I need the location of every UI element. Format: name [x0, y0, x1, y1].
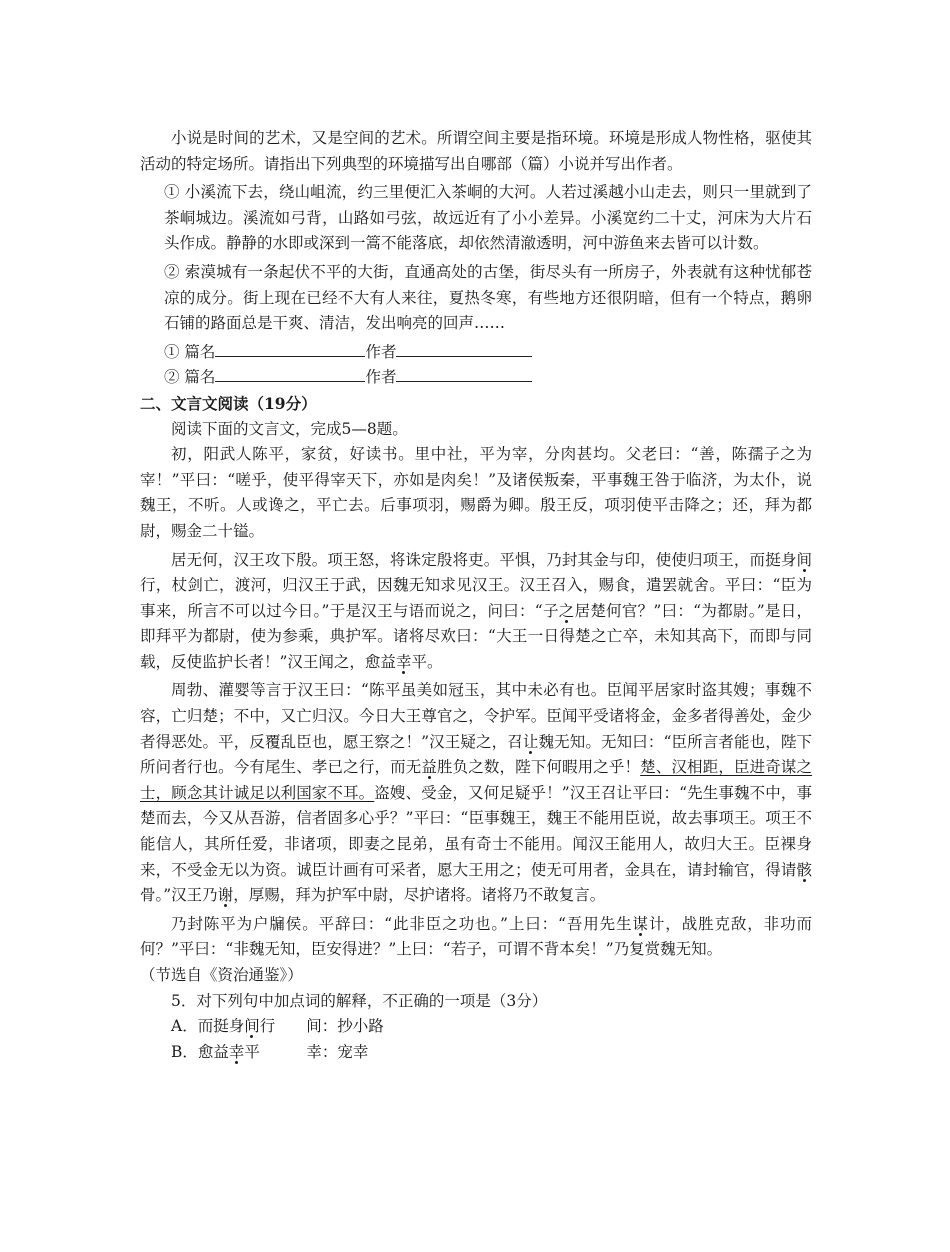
- author-blank[interactable]: [396, 366, 532, 382]
- passage-paragraph-1: 初，阳武人陈平，家贫，好读书。里中社，平为宰，分肉甚均。父老曰：“善，陈孺子之为宰！”平曰：“嗟乎，使平得宰天下，亦如是肉矣！”及诸侯叛秦，平事魏王咎于临济，为太仆，说魏王，不听。人或谗之，平亡去。后事项羽，赐爵为卿。殷王反，项羽使平击降之；还，拜为都尉，赐金二十镒。: [140, 445, 812, 540]
- question-5-stem: 5．对下列句中加点词的解释，不正确的一项是（3分）: [171, 991, 548, 1010]
- dotted-word: 之: [558, 601, 575, 620]
- dotted-word: 益: [421, 758, 437, 777]
- title-blank[interactable]: [215, 341, 365, 357]
- underlined-sentence: 楚、汉相距，臣进奇谋之士，顾念其计诚足以利国家不耳。: [140, 758, 812, 802]
- dotted-word: 幸: [228, 1042, 245, 1061]
- dotted-word: 谢: [217, 886, 234, 905]
- author-label: 作者: [365, 342, 397, 361]
- author-label: 作者: [365, 368, 397, 387]
- exam-page: [140, 126, 812, 1065]
- dotted-word: 让: [522, 732, 539, 751]
- dotted-word: 幸: [395, 652, 412, 671]
- section-instruction: 阅读下面的文言文，完成5—8题。: [171, 419, 408, 438]
- passage-paragraph-2: 居无何，汉王攻下殷。项王怒，将诛定殷将吏。平惧，乃封其金与印，使使归项王，而挺身间行，杖剑亡，渡河，归汉王于武，因魏无知求见汉王。汉王召入，赐食，遣罢就舍。平曰：“臣为事来，所言不可以过今日。”于是汉王与语而说之，问曰：“子之居楚何官？”曰：“为都尉。”是日，即拜平为都尉，使为参乘，典护军。诸将尽欢曰：“大王一日得楚之亡卒，未知其高下，而即与同载，反使监护长者！”汉王闻之，愈益幸平。: [140, 550, 812, 671]
- title-label: ① 篇名: [164, 342, 216, 361]
- answer-line-2: [140, 365, 812, 391]
- dotted-word: 谋: [632, 914, 649, 933]
- passage-paragraph-3: 周勃、灌婴等言于汉王曰：“陈平虽美如冠玉，其中未必有也。臣闻平居家时盗其嫂；事魏不容，亡归楚；不中，又亡归汉。今日大王尊官之，令护军。臣闻平受诸将金，金多者得善处，金少者得恶处。平，反覆乱臣也，愿王察之！”汉王疑之，召让魏无知。无知曰：“臣所言者能也，陛下所问者行也。今有尾生、孝已之行，而无益胜负之数，陛下何暇用之乎！楚、汉相距，臣进奇谋之士，顾念其计诚足以利国家不耳。盗嫂、受金，又何足疑乎！”汉王召让平曰：“先生事魏不中，事楚而去，今又从吾游，信者固多心乎？”平曰：“臣事魏王，魏王不能用臣说，故去事项王。项王不能信人，其所任爱，非诸项，即妻之昆弟，虽有奇士不能用。闻汉王能用人，故归大王。臣裸身来，不受金无以为资。诚臣计画有可采者，愿大王用之；使无可用者，金具在，请封输官，得请骸骨。”汉王乃谢，厚赐，拜为护军中尉，尽护诸将。诸将乃不敢复言。: [140, 681, 812, 905]
- option-b[interactable]: B．愈益幸平 幸：宠幸: [171, 1042, 369, 1061]
- answer-line-1: [140, 340, 812, 366]
- excerpt-1: ① 小溪流下去，绕山岨流，约三里便汇入茶峒的大河。人若过溪越小山走去，则只一里就到了茶峒城边。溪流如弓背，山路如弓弦，故远近有了小小差异。小溪宽约二十丈，河床为大片石头作成。静静的水即或深到一篙不能落底，却依然清澈透明，河中游鱼来去皆可以计数。: [164, 183, 812, 253]
- dotted-word: 间: [796, 550, 812, 569]
- author-blank[interactable]: [396, 341, 532, 357]
- title-label: ② 篇名: [164, 368, 216, 387]
- passage-paragraph-4: 乃封陈平为户牖侯。平辞曰：“此非臣之功也。”上曰：“吾用先生谋计，战胜克敌，非功而何？”平曰：“非魏无知，臣安得进？”上曰：“若子，可谓不背本矣！”乃复赏魏无知。: [140, 914, 812, 959]
- title-blank[interactable]: [215, 366, 365, 382]
- intro-paragraph: 小说是时间的艺术，又是空间的艺术。所谓空间主要是指环境。环境是形成人物性格，驱使其活动的特定场所。请指出下列典型的环境描写出自哪部（篇）小说并写出作者。: [140, 129, 812, 173]
- dotted-word: 间: [244, 1017, 260, 1036]
- section-heading: 二、文言文阅读（19分）: [140, 393, 317, 413]
- excerpt-2: ② 索漠城有一条起伏不平的大街，直通高处的古堡，街尽头有一所房子，外表就有这种忧郁苍凉的成分。街上现在已经不大有人来往，夏热冬寒，有些地方还很阴暗，但有一个特点，鹅卵石铺的路面总是干爽、清洁，发出响亮的回声……: [164, 262, 812, 333]
- option-a[interactable]: A．而挺身间行 间：抄小路: [171, 1017, 384, 1036]
- dotted-word: 骸: [796, 860, 812, 879]
- source-citation: （节选自《资治通鉴》）: [140, 966, 303, 984]
